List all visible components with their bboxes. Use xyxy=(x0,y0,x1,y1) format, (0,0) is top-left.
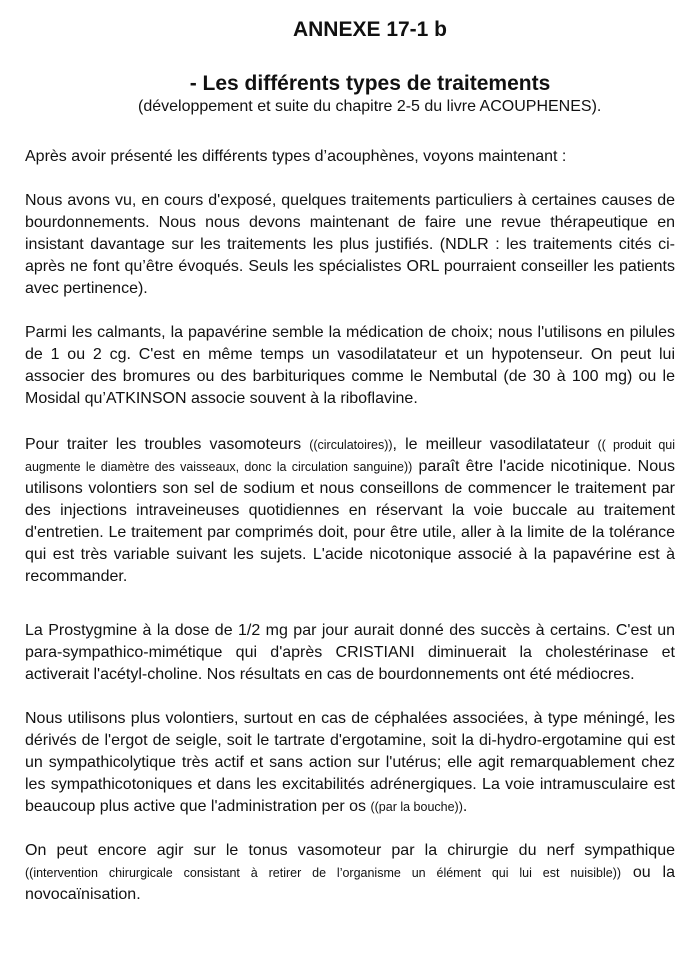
section-title: - Les différents types de traitements xyxy=(189,72,551,95)
text-segment: , le meilleur vasodilatateur xyxy=(392,436,598,453)
paragraph-calmants: Parmi les calmants, la papavérine semble la médication de choix; nous l'utilisons en pilules de 1 ou 2 cg. C'est en même temps un vasodilatateur et un hypotenseur. On peut lui associer des bromures ou des barbituriques comme le Nembutal (de 30 à 100 mg) ou le Mosidal qu’ATKINSON associe souvent à la riboflavine. xyxy=(25,324,675,407)
glossary-note: ((circulatoires)) xyxy=(309,438,393,452)
text-segment: On peut encore agir sur le tonus vasomoteur par la chirurgie du nerf sympathique xyxy=(25,842,675,859)
text-segment: Nous utilisons plus volontiers, surtout en cas de céphalées associées, à type méningé, les dérivés de l'ergot de seigle, soit le tartrate d'ergotamine, soit la di-hydro-ergotamine qui est un sympathicolytique très actif et sans action sur l'utérus; elle agit remarquablement chez les sympathicotoniques et dans les excitabilités adrénergiques. La voie intramusculaire est beaucoup plus active que l'administration per os xyxy=(25,710,675,815)
paragraph-overview: Nous avons vu, en cours d'exposé, quelques traitements particuliers à certaines causes de bourdonnements. Nous nous devons maintenant de faire une revue thérapeutique en insistant davantage sur les traitements les plus justifiés. (NDLR : les traitements cités ci-après ne font qu’être évoqués. Seuls les spécialistes ORL pourraient conseiller les patients avec pertinence). xyxy=(25,192,675,297)
text-segment: Pour traiter les troubles vasomoteurs xyxy=(25,436,310,453)
glossary-note: (( produit qui augmente le diamètre des vaisseaux, donc la circulation sanguine)) xyxy=(25,438,676,474)
document-title: ANNEXE 17-1 b xyxy=(292,18,448,41)
paragraph-vasomoteurs xyxy=(25,434,675,588)
text-segment: ou la novocaïnisation. xyxy=(25,864,675,903)
paragraph-chirurgie xyxy=(25,840,675,906)
intro-paragraph: Après avoir présenté les différents types d’acouphènes, voyons maintenant : xyxy=(25,148,567,165)
section-note: (développement et suite du chapitre 2-5 du livre ACOUPHENES). xyxy=(138,98,602,115)
text-segment: . xyxy=(462,798,468,815)
paragraph-prostygmine: La Prostygmine à la dose de 1/2 mg par jour aurait donné des succès à certains. C'est un para-sympathico-mimétique qui d'après CRISTIANI diminuerait la cholestérinase et activerait l'acétyl-choline. Nos résultats en cas de bourdonnements ont été médiocres. xyxy=(25,622,675,683)
text-segment: paraît être l'acide nicotinique. Nous utilisons volontiers son sel de sodium et nous conseillons de commencer le traitement par des injections intraveineuses quotidiennes en réservant la voie buccale au traitement d'entretien. Le traitement par comprimés doit, pour être utile, aller à la limite de la tolérance qui est très variable suivant les sujets. L'acide nicotonique associé à la papavérine est à recommander. xyxy=(25,458,675,585)
glossary-note: ((intervention chirurgicale consistant à retirer de l’organisme un élément qui lui est nuisible)) xyxy=(25,866,622,880)
glossary-note: ((par la bouche)) xyxy=(370,800,463,814)
paragraph-ergotamine xyxy=(25,708,675,818)
